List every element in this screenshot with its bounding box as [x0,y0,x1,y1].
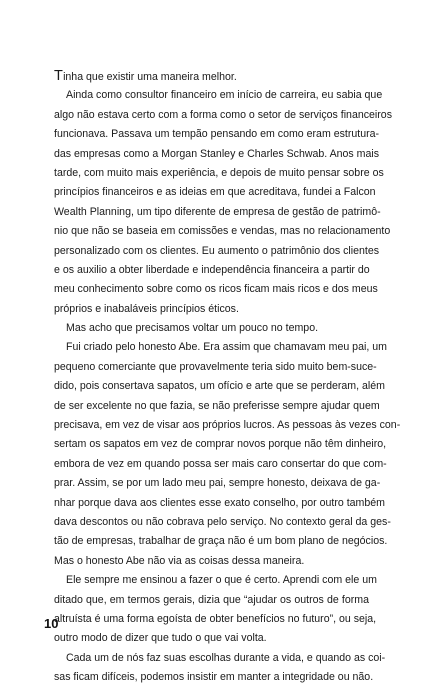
text-line: ditado que, em termos gerais, dizia que “ajudar os outros de forma [54,593,369,606]
body-text [54,67,401,688]
text-line: precisava, em vez de visar aos próprios lucros. As pessoas às vezes con- [54,419,401,432]
text-line: Cada um de nós faz suas escolhas durante a vida, e quando as coi- [66,651,386,664]
text-line: próprios e inabaláveis princípios éticos. [54,302,239,315]
text-line: altruísta é uma forma egoísta de obter benefícios no futuro”, ou seja, [54,612,377,625]
text-line: princípios financeiros e as ideias em que acreditava, fundei a Falcon [54,186,376,199]
text-line: algo não estava certo com a forma como o setor de serviços financeiros [54,108,392,121]
text-line: outro modo de dizer que tudo o que vai volta. [54,632,267,645]
text-line: pequeno comerciante que provavelmente teria sido muito bem-suce- [54,360,377,373]
text-line: Ainda como consultor financeiro em início de carreira, eu sabia que [66,89,383,102]
text-line: dido, pois consertava sapatos, um ofício e arte que se perderam, além [54,380,385,393]
text-line: das empresas como a Morgan Stanley e Charles Schwab. Anos mais [54,147,380,160]
text-line: sas ficam difíceis, podemos insistir em manter a integridade ou não. [54,671,374,684]
text-line: funcionava. Passava um tempão pensando em como eram estrutura- [54,128,380,141]
text-line: meu conhecimento sobre como os ricos ficam mais ricos e dos meus [54,283,378,296]
text-line: embora de vez em quando possa ser mais caro consertar do que com- [54,457,387,470]
text-line: Wealth Planning, um tipo diferente de empresa de gestão de patrimô- [54,205,381,218]
text-line: e os auxilio a obter liberdade e independência financeira a partir do [54,263,370,276]
drop-letter: T [54,68,64,84]
text-line: Fui criado pelo honesto Abe. Era assim que chamavam meu pai, um [66,341,387,354]
text-line: nhar porque dava aos clientes esse exato conselho, por outro também [54,496,385,509]
text-line: nio que não se baseia em comissões e vendas, mas no relacionamento [54,225,391,238]
text-line: sertam os sapatos em vez de comprar novos porque não têm dinheiro, [54,438,387,451]
text-line: Ele sempre me ensinou a fazer o que é certo. Aprendi com ele um [66,574,377,587]
text-line: personalizado com os clientes. Eu aumento o patrimônio dos clientes [54,244,380,257]
text-line: tarde, com muito mais experiência, e depois de muito pensar sobre os [54,166,384,179]
text-line: tão de empresas, trabalhar de graça não é um bom plano de negócios. [54,535,388,548]
opening-line-text: inha que existir uma maneira melhor. [63,71,237,83]
text-line: dava descontos ou não cobrava pelo serviço. No contexto geral da ges- [54,515,391,528]
text-line: Mas acho que precisamos voltar um pouco no tempo. [66,322,319,335]
opening-line [54,67,369,86]
text-line: Mas o honesto Abe não via as coisas dessa maneira. [54,554,305,567]
text-line: de ser excelente no que fazia, se não preferisse sempre ajudar quem [54,399,380,412]
text-line: prar. Assim, se por um lado meu pai, sempre honesto, deixava de ga- [54,477,381,490]
page-number: 10 [44,616,59,631]
